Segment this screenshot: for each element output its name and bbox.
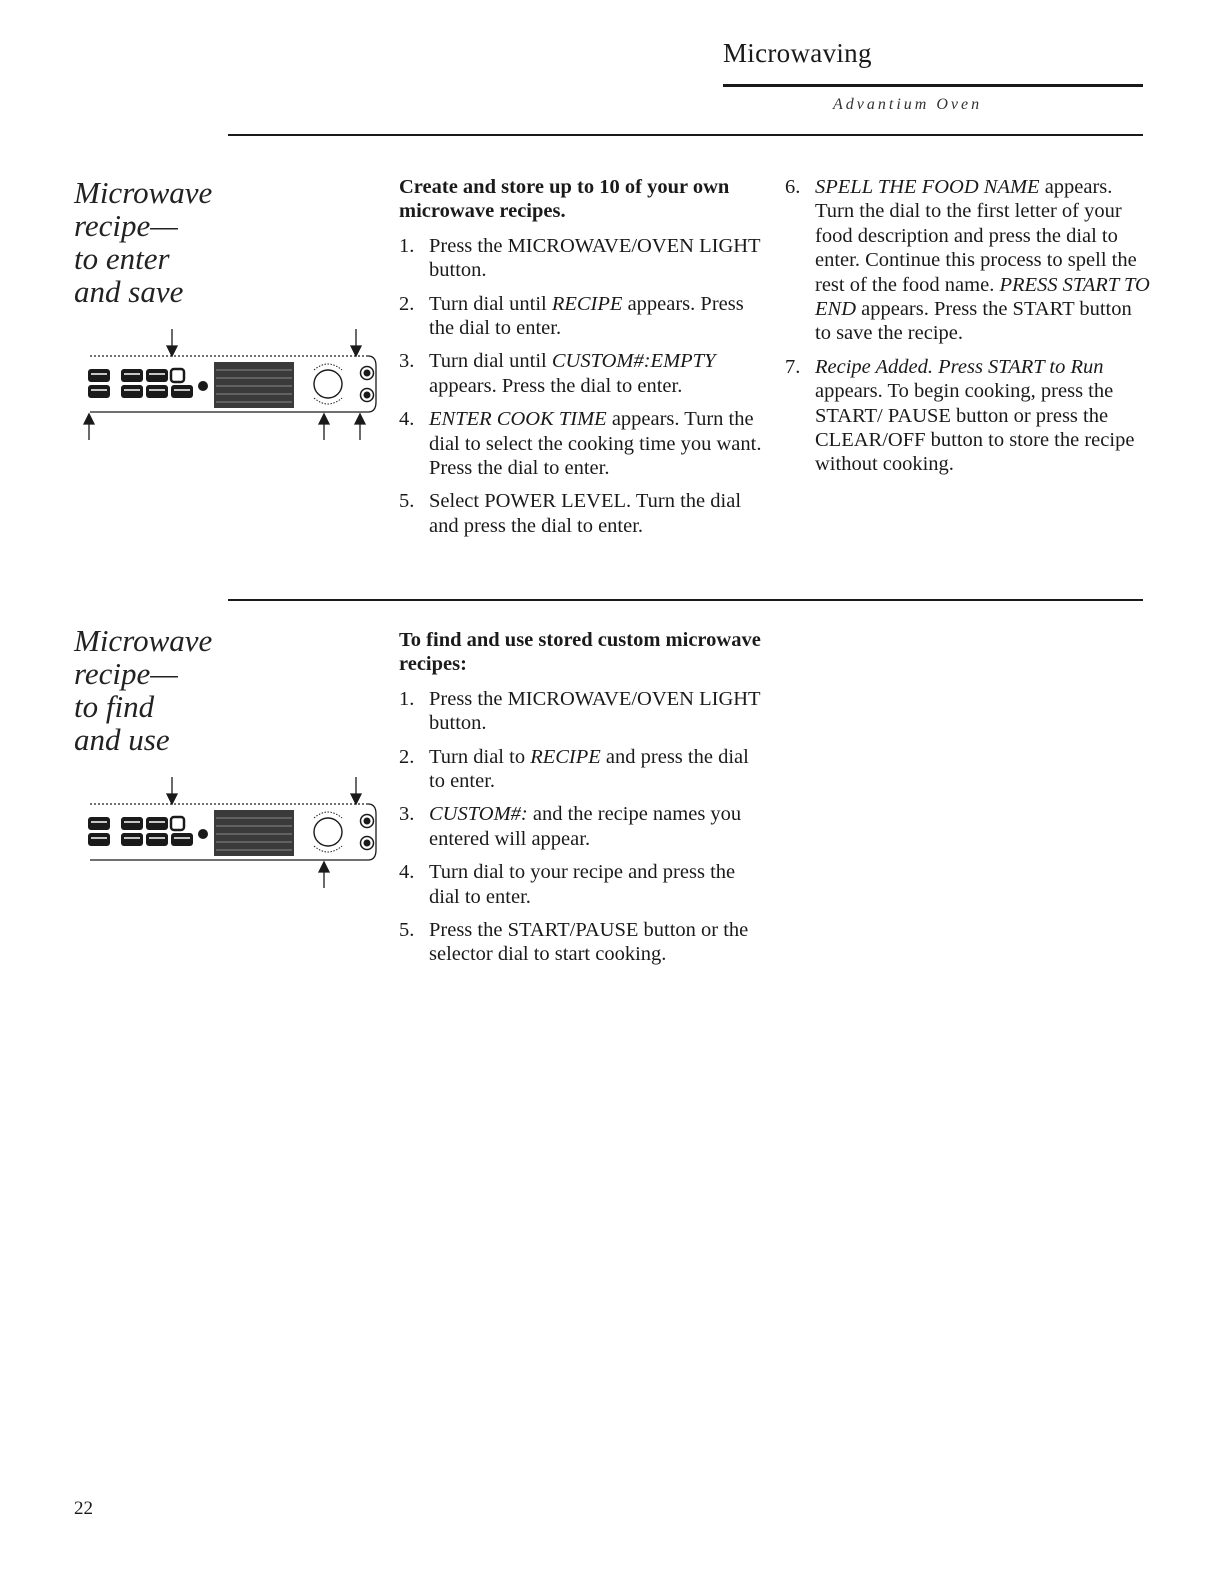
heading-line: recipe— — [74, 208, 178, 243]
step-7: 7. Recipe Added. Press START to Run appears. To begin cooking, press the START/ PAUSE button or press the CLEAR/OFF button to store the recipe without cooking. — [785, 355, 1135, 476]
step-6: 6. SPELL THE FOOD NAME appears. Turn the dial to the first letter of your food description and press the dial to enter. Continue this process to spell the rest of the food name. PRESS START TO END appears. Press the START button to save the recipe. — [785, 176, 1150, 345]
panel-display — [214, 810, 294, 856]
step-1: 1. Press the MICROWAVE/OVEN LIGHT button. — [399, 234, 761, 282]
section1-intro: Create and store up to 10 of your own microwave recipes. — [399, 176, 730, 223]
section1-column-right — [785, 175, 1151, 486]
step-1: 1. Press the MICROWAVE/OVEN LIGHT button. — [399, 687, 761, 735]
step-4: 4. Turn dial to your recipe and press the dial to enter. — [399, 861, 736, 908]
heading-line: and use — [74, 722, 170, 757]
heading-line: to find — [74, 689, 155, 724]
header-rule-thick — [723, 84, 1143, 87]
section-title: Microwaving — [723, 38, 872, 68]
section1-top-rule — [228, 134, 1143, 136]
section2-column — [399, 628, 769, 976]
step-2: 2. Turn dial until RECIPE appears. Press the dial to enter. — [399, 292, 744, 340]
heading-line: Microwave — [74, 623, 213, 658]
section1-heading — [74, 176, 212, 308]
selector-dial — [314, 818, 342, 846]
section2-heading — [74, 624, 212, 756]
step-2: 2. Turn dial to RECIPE and press the dial to enter. — [399, 745, 749, 793]
step-5: 5. Press the START/PAUSE button or the selector dial to start cooking. — [399, 919, 749, 966]
step-3: 3. Turn dial until CUSTOM#:EMPTY appears. Press the dial to enter. — [399, 350, 716, 397]
control-panel-diagram — [76, 326, 386, 444]
step-5: 5. Select POWER LEVEL. Turn the dial and press the dial to enter. — [399, 490, 742, 537]
panel-display — [214, 362, 294, 408]
section2-intro: To find and use stored custom microwave recipes: — [399, 629, 761, 676]
step-3: 3. CUSTOM#: and the recipe names you entered will appear. — [399, 803, 742, 850]
heading-line: and save — [74, 274, 184, 309]
section2-top-rule — [228, 599, 1143, 601]
selector-dial — [314, 370, 342, 398]
section1-column-left — [399, 175, 769, 547]
heading-line: recipe— — [74, 656, 178, 691]
step-4: 4. ENTER COOK TIME appears. Turn the dial to select the cooking time you want. Press the dial to enter. — [399, 408, 762, 480]
page-number: 22 — [74, 1498, 93, 1519]
product-subtitle: Advantium Oven — [833, 96, 983, 113]
heading-line: Microwave — [74, 175, 213, 210]
heading-line: to enter — [74, 241, 170, 276]
control-panel-diagram-2 — [76, 774, 386, 892]
